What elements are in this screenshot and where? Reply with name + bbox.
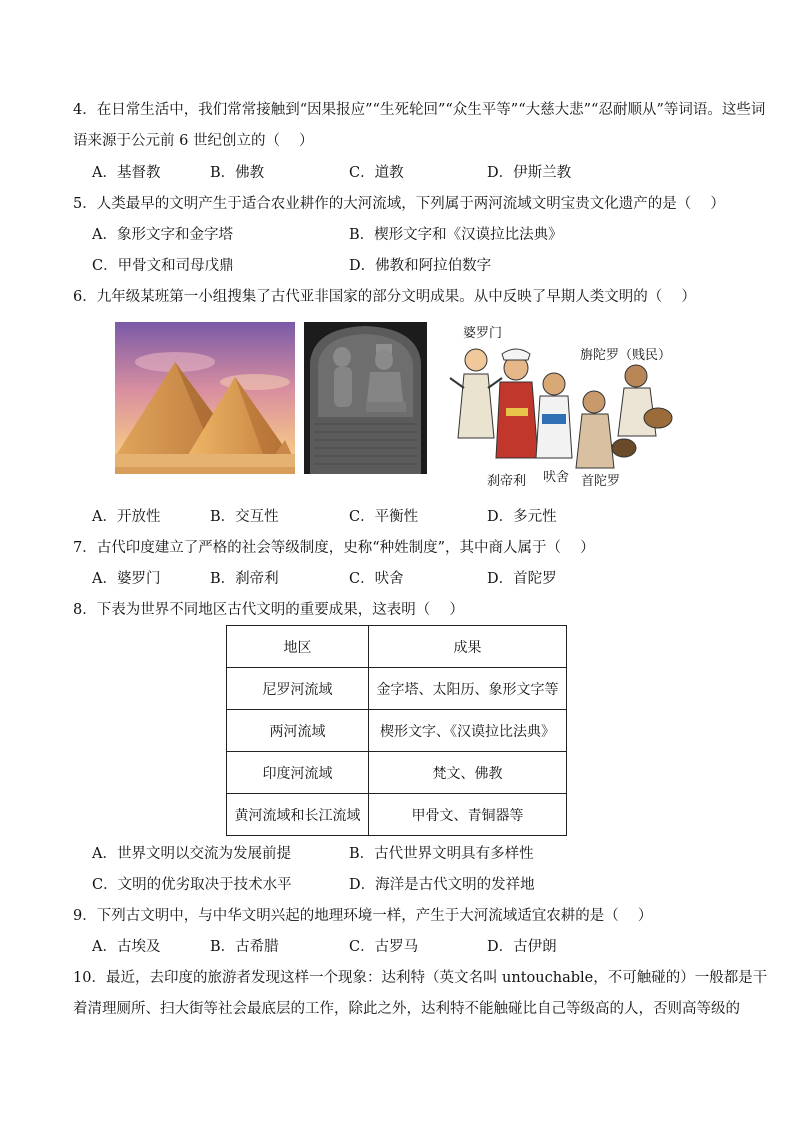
achievements-table	[226, 625, 567, 836]
q6-option-b: B．交互性	[210, 509, 279, 525]
q7-option-d: D．首陀罗	[487, 571, 557, 587]
q8-option-c: C．文明的优劣取决于技术水平	[92, 877, 292, 893]
q5-option-b: B．楔形文字和《汉谟拉比法典》	[349, 227, 563, 243]
q5-option-d: D．佛教和阿拉伯数字	[349, 258, 492, 274]
q7-option-b: B．刹帝利	[210, 571, 279, 587]
table-row	[227, 668, 567, 710]
q5-stem-line1: 5．人类最早的文明产生于适合农业耕作的大河流域，下列属于两河流域文明宝贵文化遗产的是（ ）	[73, 196, 725, 212]
table-cell-result: 梵文、佛教	[369, 752, 567, 794]
q10-stem-line2: 着清理厕所、扫大街等社会最底层的工作，除此之外，达利特不能触碰比自己等级高的人，否则高等级的	[73, 1001, 740, 1017]
q8-stem-line1: 8．下表为世界不同地区古代文明的重要成果，这表明（ ）	[73, 602, 464, 618]
q4-stem-line2: 语来源于公元前 6 世纪创立的（ ）	[73, 133, 314, 149]
q7-option-a: A．婆罗门	[92, 571, 161, 587]
caption-kshatriya: 刹帝利	[487, 474, 527, 489]
q4-option-b: B．佛教	[210, 165, 265, 181]
q6-option-a: A．开放性	[92, 509, 161, 525]
q9-option-b: B．古希腊	[210, 939, 279, 955]
caption-untouchable: 旃陀罗（贱民）	[580, 348, 672, 363]
table-header-result: 成果	[369, 626, 567, 668]
q9-stem-line1: 9．下列古文明中，与中华文明兴起的地理环境一样，产生于大河流域适宜农耕的是（ ）	[73, 908, 653, 924]
q8-option-a: A．世界文明以交流为发展前提	[92, 846, 291, 862]
pyramids-image	[115, 322, 295, 474]
table-cell-region: 黄河流域和长江流域	[227, 794, 369, 836]
q8-option-b: B．古代世界文明具有多样性	[349, 846, 534, 862]
table-row	[227, 794, 567, 836]
q4-option-a: A．基督教	[92, 165, 161, 181]
hammurabi-stele-image	[304, 322, 427, 474]
table-row	[227, 752, 567, 794]
q4-option-d: D．伊斯兰教	[487, 165, 572, 181]
q9-option-c: C．古罗马	[349, 939, 419, 955]
q10-stem-line1: 10．最近，去印度的旅游者发现这样一个现象：达利特（英文名叫 untouchable，不可触碰的）一般都是干	[73, 970, 768, 986]
table-cell-result: 甲骨文、青铜器等	[369, 794, 567, 836]
q5-option-a: A．象形文字和金字塔	[92, 227, 233, 243]
q4-stem-line1: 4．在日常生活中，我们常常接触到“因果报应”“生死轮回”“众生平等”“大慈大悲”“忍耐顺从”等词语。这些词	[73, 102, 766, 118]
q8-option-d: D．海洋是古代文明的发祥地	[349, 877, 535, 893]
q6-option-c: C．平衡性	[349, 509, 419, 525]
q6-stem-line1: 6．九年级某班第一小组搜集了古代亚非国家的部分文明成果。从中反映了早期人类文明的（ ）	[73, 289, 696, 305]
caption-sudra: 首陀罗	[581, 474, 621, 489]
q9-option-a: A．古埃及	[92, 939, 161, 955]
q9-option-d: D．古伊朗	[487, 939, 557, 955]
table-cell-region: 印度河流域	[227, 752, 369, 794]
table-cell-result: 楔形文字、《汉谟拉比法典》	[369, 710, 567, 752]
q7-stem-line1: 7．古代印度建立了严格的社会等级制度，史称“种姓制度”，其中商人属于（ ）	[73, 540, 595, 556]
table-cell-region: 两河流域	[227, 710, 369, 752]
table-header-row	[227, 626, 567, 668]
q5-option-c: C．甲骨文和司母戊鼎	[92, 258, 234, 274]
table-cell-region: 尼罗河流域	[227, 668, 369, 710]
table-row	[227, 710, 567, 752]
table-header-region: 地区	[227, 626, 369, 668]
q6-option-d: D．多元性	[487, 509, 557, 525]
q7-option-c: C．吠舍	[349, 571, 404, 587]
caption-vaishya: 吠舍	[543, 470, 570, 485]
table-cell-result: 金字塔、太阳历、象形文字等	[369, 668, 567, 710]
caption-brahmin: 婆罗门	[463, 326, 503, 341]
q4-option-c: C．道教	[349, 165, 404, 181]
